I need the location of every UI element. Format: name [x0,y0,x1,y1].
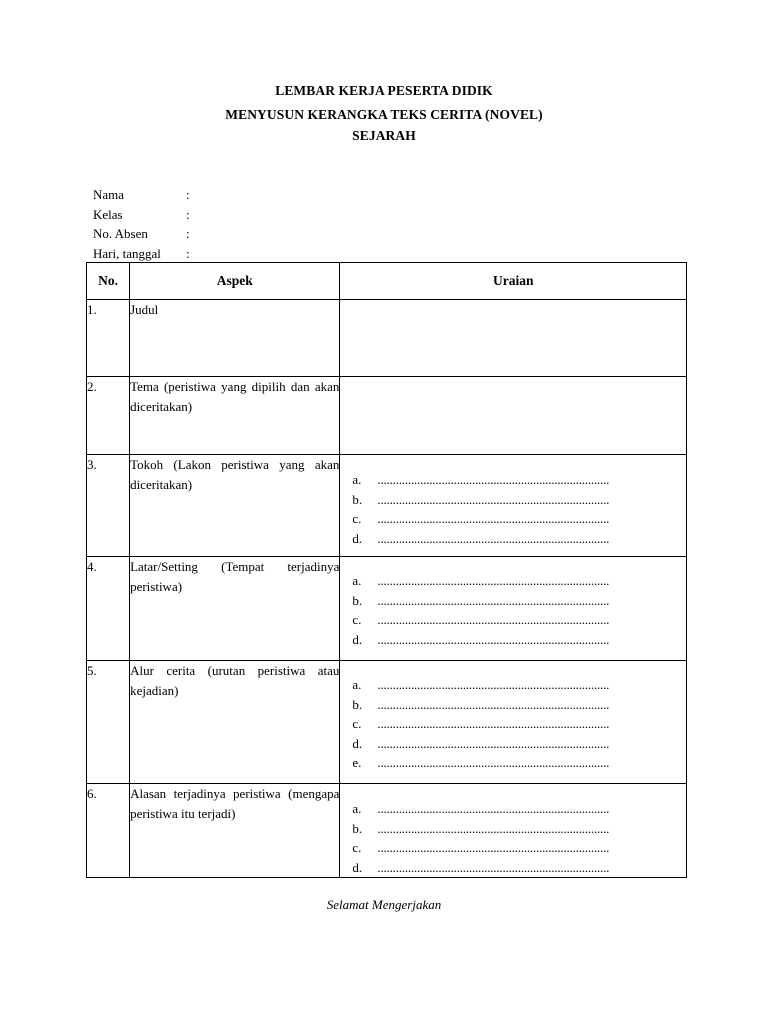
answer-line[interactable] [352,858,686,878]
description-cell[interactable] [340,661,687,784]
table-row [87,661,687,784]
answer-list [340,784,686,877]
identity-colon: : [186,206,190,222]
dotted-blank: ............................................................................ [377,677,610,692]
dotted-blank: ............................................................................ [377,820,610,836]
item-letter: d. [352,631,363,647]
identity-row-no-absen [93,224,196,244]
description-cell[interactable] [340,377,687,455]
row-number: 5. [87,661,130,784]
column-header-no: No. [87,263,130,300]
row-number: 3. [87,455,130,557]
item-letter: c. [352,511,362,526]
answer-line[interactable] [352,610,686,630]
dotted-blank: ............................................................................ [377,716,610,731]
dotted-blank: ............................................................................ [377,573,610,588]
identity-label: No. Absen [93,226,148,241]
item-letter: d. [352,530,363,546]
description-cell[interactable] [340,557,687,661]
answer-line[interactable] [352,695,686,715]
worksheet-title: LEMBAR KERJA PESERTA DIDIK [275,83,493,98]
dotted-blank: ............................................................................ [377,696,610,712]
row-number: 6. [87,784,130,878]
identity-row-kelas [93,205,196,225]
answer-line[interactable] [352,799,686,819]
answer-line[interactable] [352,734,686,754]
closing-message: Selamat Mengerjakan [326,897,442,912]
table-row [87,300,687,377]
dotted-blank: ............................................................................ [377,472,610,487]
item-letter: a. [352,677,362,692]
dotted-blank: ............................................................................ [377,801,610,816]
dotted-blank: ............................................................................ [377,511,610,526]
table-row [87,455,687,557]
identity-colon: : [186,226,190,241]
dotted-blank: ............................................................................ [377,592,610,608]
identity-row-hari-tanggal [93,244,196,264]
item-letter: c. [352,840,362,855]
item-letter: b. [352,820,363,836]
dotted-blank: ............................................................................ [377,840,610,855]
column-header-uraian: Uraian [340,263,687,300]
worksheet-subtitle: MENYUSUN KERANGKA TEKS CERITA (NOVEL) [225,107,543,122]
identity-label: Nama [93,187,125,202]
item-letter: e. [352,755,362,770]
answer-line[interactable] [352,529,686,549]
item-letter: a. [352,573,362,588]
identity-colon: : [186,245,190,261]
item-letter: a. [352,801,362,816]
identity-label: Kelas [93,206,123,222]
item-letter: b. [352,491,363,507]
dotted-blank: ............................................................................ [377,612,610,627]
student-identity-block [93,185,196,263]
item-letter: b. [352,592,363,608]
dotted-blank: ............................................................................ [377,530,610,546]
description-cell[interactable] [340,300,687,377]
dotted-blank: ............................................................................ [377,735,610,751]
table-row [87,784,687,878]
item-letter: c. [352,716,362,731]
item-letter: c. [352,612,362,627]
answer-line[interactable] [352,571,686,591]
dotted-blank: ............................................................................ [377,755,610,770]
answer-line[interactable] [352,591,686,611]
identity-colon: : [186,187,190,202]
answer-line[interactable] [352,509,686,529]
aspect-label: Tokoh (Lakon peristiwa yang akan diceritakan) [130,455,340,557]
answer-list [340,557,686,649]
description-cell[interactable] [340,455,687,557]
answer-list [340,661,686,773]
aspect-label: Alur cerita (urutan peristiwa atau kejadian) [130,661,340,784]
aspect-label: Tema (peristiwa yang dipilih dan akan diceritakan) [130,377,340,455]
column-header-aspek: Aspek [130,263,340,300]
answer-list [340,455,686,548]
aspect-label: Judul [130,300,340,377]
answer-line[interactable] [352,838,686,858]
row-number: 4. [87,557,130,661]
item-letter: d. [352,859,363,875]
worksheet-subject: SEJARAH [352,128,416,143]
row-number: 1. [87,300,130,377]
dotted-blank: ............................................................................ [377,631,610,647]
table-row [87,377,687,455]
aspect-label: Alasan terjadinya peristiwa (mengapa peristiwa itu terjadi) [130,784,340,878]
item-letter: b. [352,696,363,712]
identity-label: Hari, tanggal [93,245,161,261]
answer-line[interactable] [352,753,686,773]
answer-line[interactable] [352,470,686,490]
answer-line[interactable] [352,675,686,695]
answer-line[interactable] [352,490,686,510]
answer-line[interactable] [352,630,686,650]
worksheet-table [86,262,687,878]
item-letter: d. [352,735,363,751]
aspect-label: Latar/Setting (Tempat terjadinya peristiwa) [130,557,340,661]
identity-row-nama [93,185,196,205]
item-letter: a. [352,472,362,487]
table-row [87,557,687,661]
answer-line[interactable] [352,714,686,734]
dotted-blank: ............................................................................ [377,491,610,507]
description-cell[interactable] [340,784,687,878]
table-header-row [87,263,687,300]
row-number: 2. [87,377,130,455]
answer-line[interactable] [352,819,686,839]
dotted-blank: ............................................................................ [377,859,610,875]
